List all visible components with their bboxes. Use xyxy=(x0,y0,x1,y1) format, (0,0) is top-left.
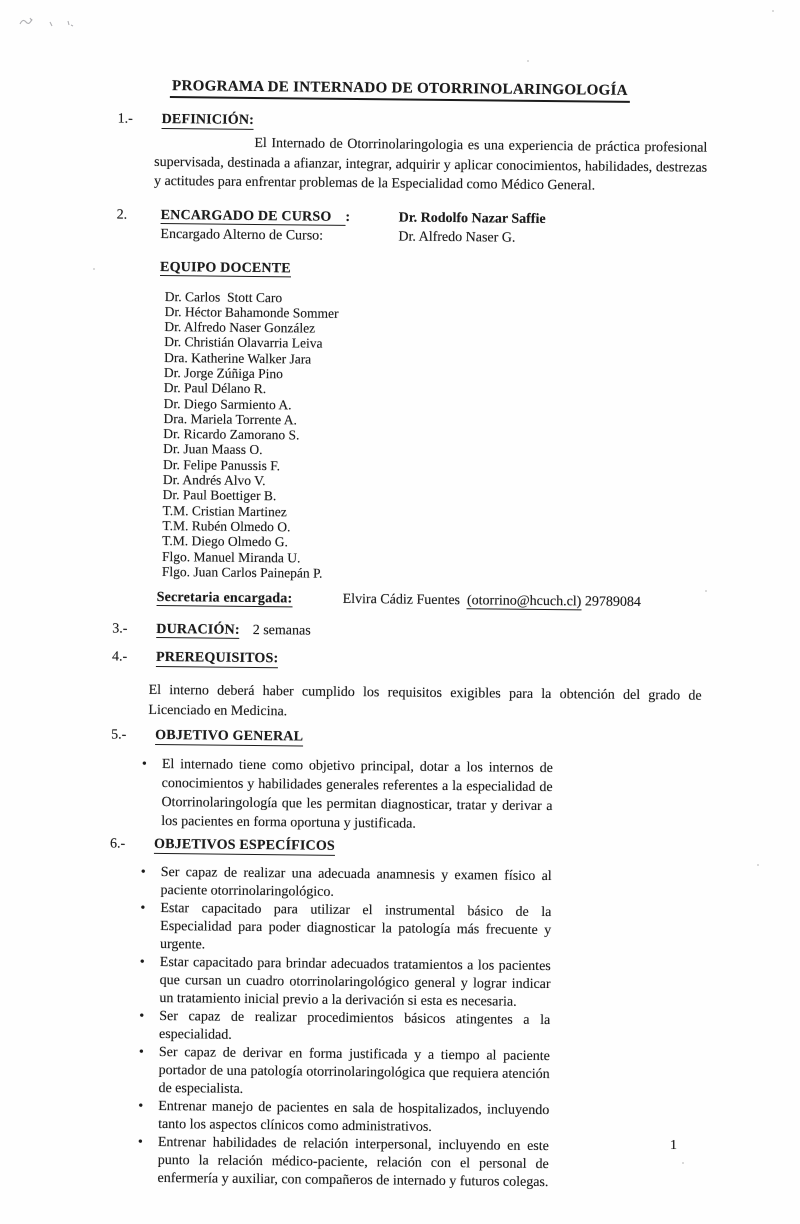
equipo-docente-member: Dr. Héctor Bahamonde Sommer xyxy=(164,303,339,321)
section-duracion-row xyxy=(0,618,794,644)
equipo-docente-member: Dr. Jorge Zúñiga Pino xyxy=(163,364,284,382)
section-number: 4.- xyxy=(111,649,128,665)
equipo-docente-member: Dr. Felipe Panussis F. xyxy=(162,456,281,473)
equipo-docente-heading: EQUIPO DOCENTE xyxy=(160,259,291,276)
definicion-paragraph: El Internado de Otorrinolaringologia es una experiencia de práctica profesional supervisada, destinada a afianzar, integrar, adquirir y aplicar conocimientos, habilidades, destrezas y actitudes para enfrentar problemas de la Especialidad como Médico General. xyxy=(153,135,708,194)
page-number: 1 xyxy=(670,1138,677,1153)
secretaria-name: Elvira Cádiz Fuentes xyxy=(342,592,461,609)
objetivo-general-bullets xyxy=(0,753,553,835)
equipo-docente-member: Dr. Paul Délano R. xyxy=(163,380,267,397)
objetivo-especifico-bullet: • Ser capaz de derivar en forma justificada y a tiempo al paciente portador de una patología otorrinolaringológica que requiera atención de especialista. xyxy=(137,1044,550,1102)
section-definicion-heading-row xyxy=(0,110,800,135)
section-prerequisitos-heading-row xyxy=(0,648,794,673)
section-number: 2. xyxy=(116,207,128,223)
objetivo-especifico-bullet: • Entrenar manejo de pacientes en sala de hospitalizados, incluyendo tanto los aspectos clínicos como administrativos. xyxy=(137,1098,549,1138)
section-objetivo-general-heading-row xyxy=(0,726,793,751)
encargado-curso-value: Dr. Rodolfo Nazar Saffie xyxy=(398,209,546,227)
encargado-alterno-label: Encargado Alterno de Curso: xyxy=(160,226,324,244)
equipo-docente-member: Dr. Andrés Alvo V. xyxy=(162,472,266,489)
section-number: 3.- xyxy=(112,621,128,637)
equipo-docente-member: Dr. Paul Boettiger B. xyxy=(162,487,277,504)
equipo-docente-member: Dra. Katherine Walker Jara xyxy=(164,349,312,367)
section-heading-objetivos-especificos: OBJETIVOS ESPECÍFICOS xyxy=(153,837,336,854)
section-number: 6.- xyxy=(109,836,126,852)
objetivo-general-bullet: • El internado tiene como objetivo principal, dotar a los internos de conocimientos y habilidades generales referentes a la especialidad de Otorrinolaringología que les permitan diagnosticar, tratar y derivar a los pacientes en forma oportuna y justificada. xyxy=(140,755,553,835)
equipo-docente-member: Dr. Ricardo Zamorano S. xyxy=(163,426,300,443)
section-heading-objetivo-general: OBJETIVO GENERAL xyxy=(155,728,304,745)
secretaria-row xyxy=(157,590,795,613)
objetivos-especificos-bullets xyxy=(0,862,552,1192)
equipo-docente-member: Dr. Alfredo Naser González xyxy=(164,319,316,336)
objetivo-especifico-bullet: • Estar capacitado para brindar adecuados tratamientos a los pacientes que cursan un cuadro otorrinolaringológico general y lograr indicar un tratamiento inicial previo a la derivación si esta es necesaria. xyxy=(138,954,551,1012)
secretaria-label: Secretaria encargada: xyxy=(156,590,293,607)
section-objetivos-especificos-heading-row xyxy=(0,835,792,860)
equipo-docente-member: Dra. Mariela Torrente A. xyxy=(163,410,297,428)
equipo-docente-member: T.M. Rubén Olmedo O. xyxy=(162,517,291,535)
section-heading-prerequisitos: PREREQUISITOS: xyxy=(155,650,279,667)
secretaria-phone: 29789084 xyxy=(584,594,641,611)
section-heading-duracion: DURACIÓN: xyxy=(156,622,240,638)
equipo-docente-member: Flgo. Manuel Miranda U. xyxy=(161,548,301,565)
equipo-docente-member: Dr. Juan Maass O. xyxy=(163,441,263,458)
section-number: 5.- xyxy=(111,727,127,743)
equipo-docente-member: Dr. Carlos Stott Caro xyxy=(164,288,283,305)
document-title: PROGRAMA DE INTERNADO DE OTORRINOLARINGOLOGÍA xyxy=(170,78,630,103)
heading-colon: : xyxy=(345,209,351,225)
encargado-alterno-value: Dr. Alfredo Naser G. xyxy=(398,228,516,246)
equipo-docente-member: T.M. Diego Olmedo G. xyxy=(162,533,289,550)
equipo-docente-list xyxy=(0,287,798,586)
objetivo-especifico-bullet: • Estar capacitado para utilizar el instrumental básico de la Especialidad para poder diagnosticar la patología más frecuente y urgente. xyxy=(139,900,552,958)
secretaria-email-link[interactable]: (otorrino@hcuch.cl) xyxy=(466,593,582,610)
equipo-docente-member: T.M. Cristian Martinez xyxy=(162,502,287,519)
section-heading-encargado: ENCARGADO DE CURSO xyxy=(161,207,346,225)
objetivo-especifico-bullet: • Ser capaz de realizar procedimientos básicos atingentes a la especialidad. xyxy=(138,1008,550,1048)
objetivo-especifico-bullet: • Ser capaz de realizar una adecuada anamnesis y examen físico al paciente otorrinolaringológico. xyxy=(139,864,551,904)
equipo-docente-member: Dr. Diego Sarmiento A. xyxy=(163,395,292,412)
duracion-value: 2 semanas xyxy=(252,623,311,639)
equipo-docente-member: Flgo. Juan Carlos Painepán P. xyxy=(161,563,323,581)
section-heading-definicion: DEFINICIÓN: xyxy=(161,111,255,128)
objetivo-especifico-bullet: • Entrenar habilidades de relación interpersonal, incluyendo en este punto la relación médico-paciente, relación con el personal de enfermería y auxiliar, con compañeros de internado y futuros colegas. xyxy=(136,1134,549,1192)
equipo-docente-member: Dr. Christián Olavarria Leiva xyxy=(164,334,323,352)
section-number: 1.- xyxy=(117,111,133,127)
prerequisitos-paragraph: El interno deberá haber cumplido los requisitos exigibles para la obtención del grado de Licenciado en Medicina. xyxy=(148,683,702,719)
